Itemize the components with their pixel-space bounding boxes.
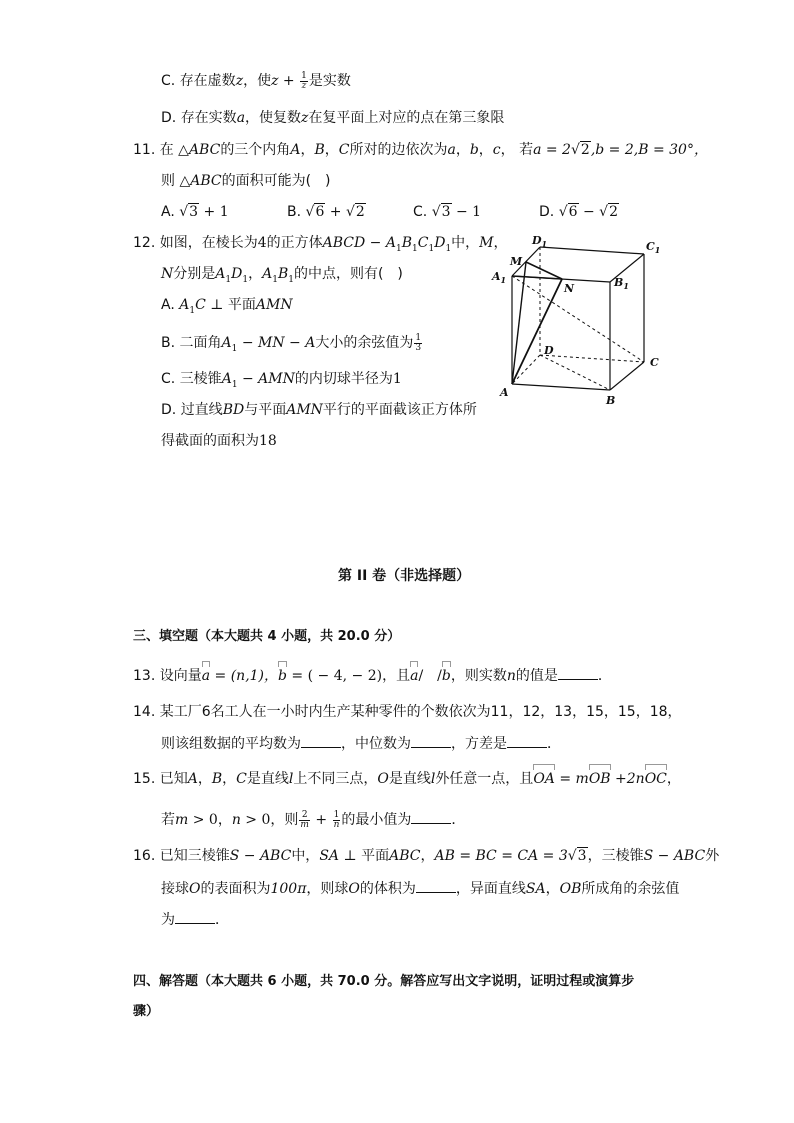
q11-option-b: B. √6 + √2 <box>287 204 365 220</box>
answer-blank <box>416 878 456 893</box>
section-2-title: 第 II 卷（非选择题） <box>338 568 471 584</box>
q16-line3: 为 ． <box>161 909 229 930</box>
answer-blank <box>507 733 547 748</box>
label-B: B <box>606 394 616 407</box>
part-4-heading-line1: 四、解答题（本大题共 6 小题，共 70.0 分。解答应写出文字说明，证明过程或演算步 <box>133 974 635 989</box>
cube-figure <box>488 230 678 410</box>
q12-option-d-line1: D. 过直线BD与平面AMN平行的平面截该正方体所 <box>161 402 477 418</box>
label-C1: $C_1$ <box>646 240 661 255</box>
q11-option-a: A. √3 + 1 <box>161 204 229 220</box>
q11-stem-line1: 11. 在 △ABC的三个内角A，B，C所对的边依次为a，b，c， 若a = 2√2,b = 2,B = 30°， <box>133 142 708 158</box>
q11-stem-line2: 则 △ABC的面积可能为( ) <box>161 173 331 189</box>
label-A: A <box>500 386 509 399</box>
fraction: $\frac{1}{3}$ <box>415 332 422 353</box>
fraction: $\frac{2}{m}$ <box>300 809 309 830</box>
label-D1: $D_1$ <box>532 234 548 249</box>
q13: 13. 设向量a = (n,1)，b = ( − 4, − 2)，且a/ /b，则实数n的值是 ． <box>133 665 612 686</box>
answer-blank <box>175 909 215 924</box>
q11-option-d: D. √6 − √2 <box>539 204 619 220</box>
label-D: D <box>544 344 554 357</box>
q12-option-d-line2: 得截面的面积为18 <box>161 433 277 449</box>
q12-option-c: C. 三棱锥$A_1$ − AMN的内切球半径为1 <box>161 371 402 390</box>
fraction: $\frac{1}{z}$ <box>301 70 307 91</box>
answer-blank <box>411 809 451 824</box>
q16-line2: 接球O的表面积为100π，则球O的体积为 ，异面直线SA，OB所成角的余弦值 <box>161 878 679 899</box>
label-C: C <box>650 356 659 369</box>
label-A1: $A_1$ <box>492 270 507 285</box>
part-4-heading-line2: 骤） <box>133 1004 160 1019</box>
answer-blank <box>411 733 451 748</box>
q15-line2: 若m > 0，n > 0，则 $\frac{2}{m}$ + $\frac{1}{n}$ 的最小值为 ． <box>161 809 466 830</box>
label-B1: $B_1$ <box>614 276 629 291</box>
answer-blank <box>301 733 341 748</box>
q10-option-c: C. 存在虚数z，使z + $\frac{1}{z}$ 是实数 <box>161 70 351 91</box>
q12-option-b: B. 二面角$A_1$ − MN − A大小的余弦值为 $\frac{1}{3}$ <box>161 332 422 354</box>
q15-line1: 15. 已知A，B，C是直线l上不同三点，O是直线l外任意一点，且OA = mOB +2nOC， <box>133 771 681 787</box>
answer-blank <box>558 665 598 680</box>
q12-stem-line2: N分别是$A_1D_1$，$A_1B_1$的中点，则有( ) <box>161 266 403 285</box>
label-M: M <box>510 255 523 268</box>
q12-option-a: A. $A_1C$ ⊥ 平面AMN <box>161 297 293 316</box>
q16-line1: 16. 已知三棱锥S − ABC中，SA ⊥ 平面ABC，AB = BC = CA = 3√3，三棱锥S − ABC外 <box>133 848 720 864</box>
q11-option-c: C. √3 − 1 <box>413 204 482 220</box>
q14-line1: 14. 某工厂6名工人在一小时内生产某种零件的个数依次为11，12，13，15，15，18， <box>133 704 682 720</box>
label-N: N <box>564 282 575 295</box>
part-3-heading: 三、填空题（本大题共 4 小题，共 20.0 分） <box>133 629 401 644</box>
q12-stem-line1: 12. 如图，在棱长为4的正方体ABCD − $A_1B_1C_1D_1$中，M， <box>133 235 508 254</box>
q10-option-d: D. 存在实数a，使复数z在复平面上对应的点在第三象限 <box>161 110 505 126</box>
q14-line2: 则该组数据的平均数为 ，中位数为 ，方差是 ． <box>161 733 561 754</box>
fraction: $\frac{1}{n}$ <box>333 809 340 830</box>
